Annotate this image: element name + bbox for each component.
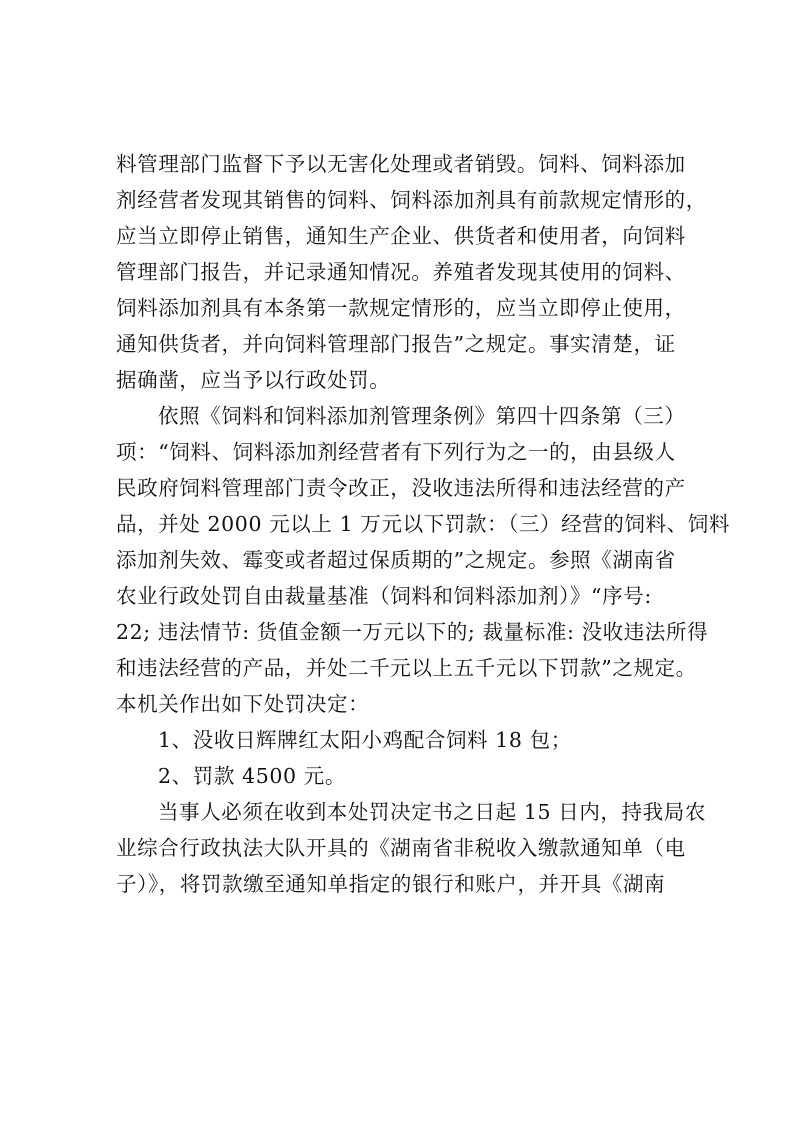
text-line-15: 和违法经营的产品，并处二千元以上五千元以下罚款”之规定。	[116, 656, 697, 680]
text-line-18: 2、罚款 4500 元。	[158, 764, 346, 788]
text-line-5: 饲料添加剂具有本条第一款规定情形的，应当立即停止使用，	[116, 296, 686, 320]
text-line-19: 当事人必须在收到本处罚决定书之日起 15 日内，持我局农	[158, 800, 706, 824]
text-line-16: 本机关作出如下处罚决定：	[116, 692, 370, 716]
text-line-9: 项：“饲料、饲料添加剂经营者有下列行为之一的，由县级人	[116, 440, 676, 464]
text-line-10: 民政府饲料管理部门责令改正，没收违法所得和违法经营的产	[116, 476, 686, 500]
document-body	[116, 146, 730, 902]
text-line-6: 通知供货者，并向饲料管理部门报告”之规定。事实清楚，证	[116, 332, 676, 356]
text-line-1: 料管理部门监督下予以无害化处理或者销毁。饲料、饲料添加	[116, 152, 686, 176]
text-line-14: 22; 违法情节: 货值金额一万元以下的; 裁量标准: 没收违法所得	[116, 620, 709, 644]
text-line-4: 管理部门报告，并记录通知情况。养殖者发现其使用的饲料、	[116, 260, 686, 284]
text-line-7: 据确凿，应当予以行政处罚。	[116, 368, 391, 392]
text-line-3: 应当立即停止销售，通知生产企业、供货者和使用者，向饲料	[116, 224, 686, 248]
text-line-20: 业综合行政执法大队开具的《湖南省非税收入缴款通知单（电	[116, 836, 686, 860]
text-line-12: 添加剂失效、霉变或者超过保质期的”之规定。参照《湖南省	[116, 548, 676, 572]
text-line-8: 依照《饲料和饲料添加剂管理条例》第四十四条第（三）	[158, 404, 686, 428]
text-line-11: 品，并处 2000 元以上 1 万元以下罚款：（三）经营的饲料、饲料	[116, 512, 730, 536]
text-line-21: 子）》，将罚款缴至通知单指定的银行和账户，并开具《湖南	[116, 872, 666, 896]
text-line-2: 剂经营者发现其销售的饲料、饲料添加剂具有前款规定情形的，	[116, 188, 707, 212]
text-line-13: 农业行政处罚自由裁量基准（饲料和饲料添加剂）》“序号:	[116, 584, 652, 608]
text-line-17: 1、没收日辉牌红太阳小鸡配合饲料 18 包；	[158, 728, 572, 752]
